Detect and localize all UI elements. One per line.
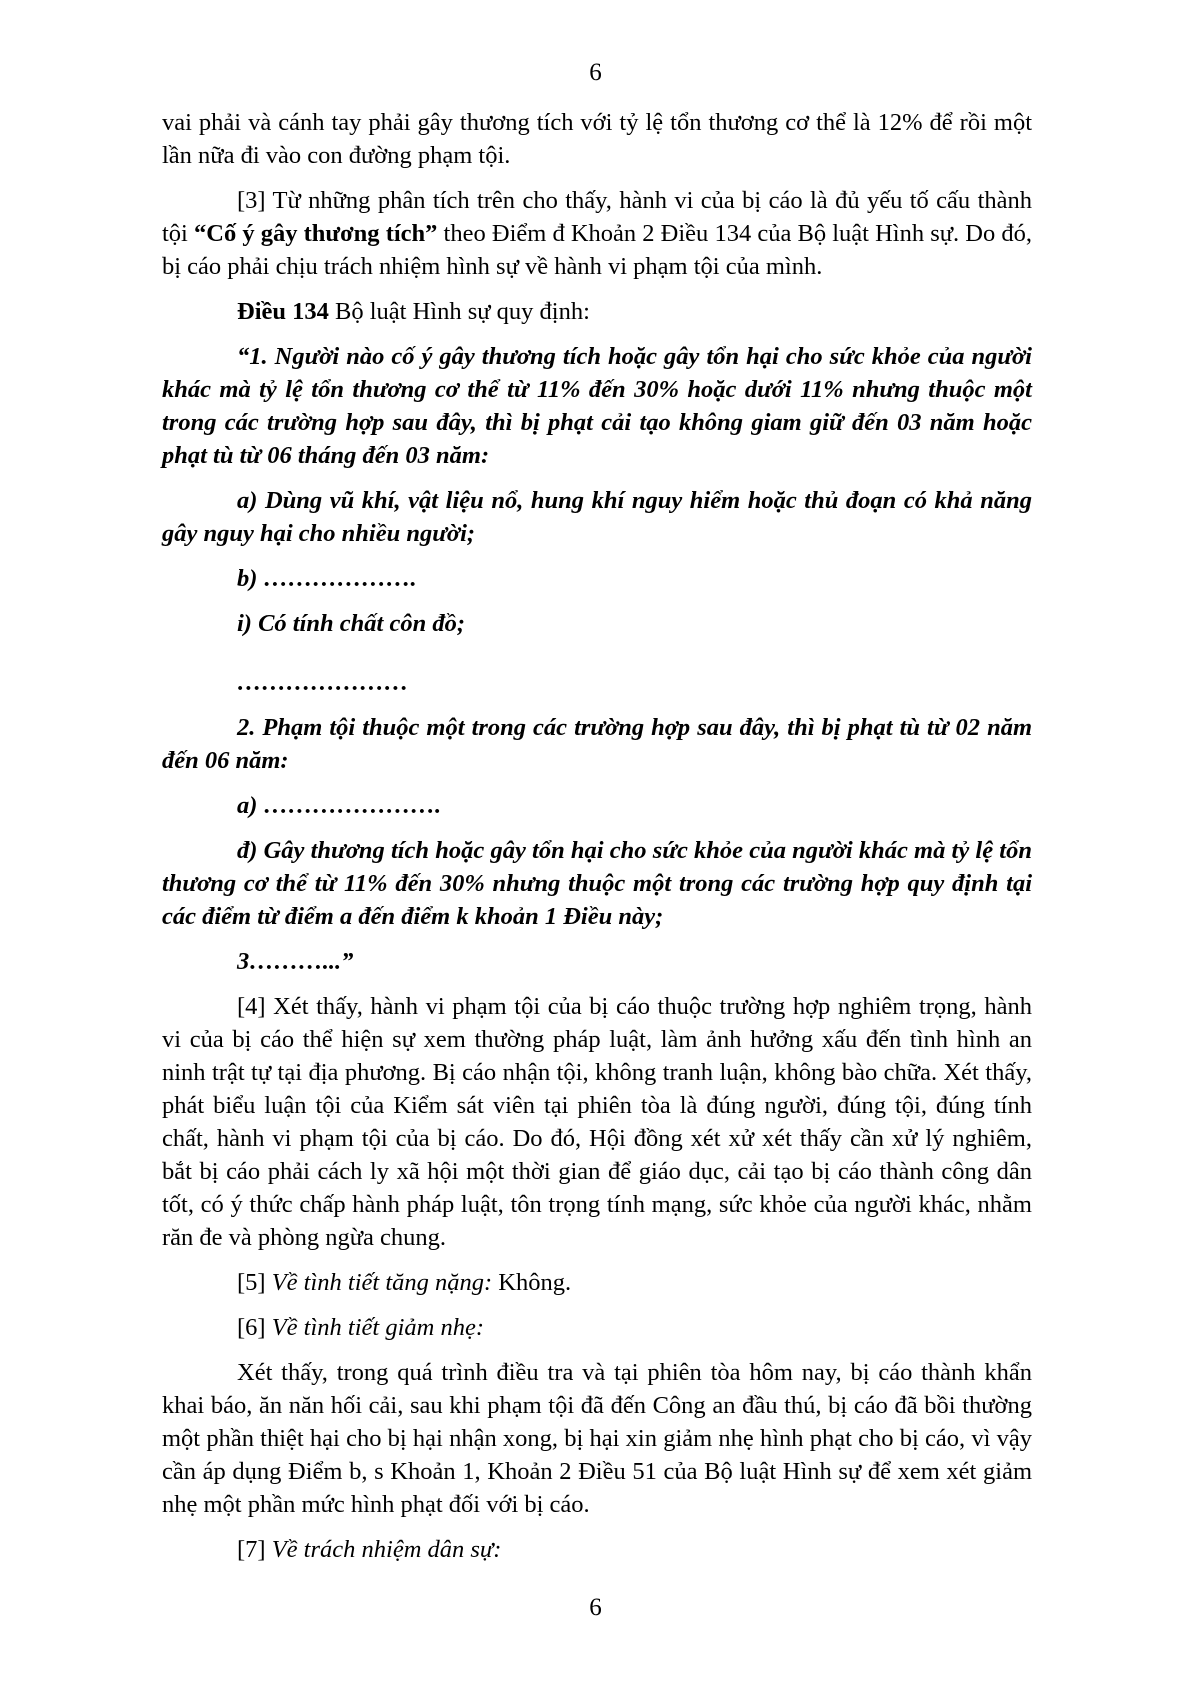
paragraph-5-number: [5] bbox=[237, 1269, 272, 1296]
quote-clause-2a: a) …………………. bbox=[237, 792, 442, 819]
paragraph-6 bbox=[162, 1311, 1032, 1344]
quote-clause-1b: b) ………………. bbox=[237, 565, 417, 592]
crime-name: “Cố ý gây thương tích” bbox=[194, 220, 438, 247]
paragraph-6-number: [6] bbox=[237, 1314, 272, 1341]
paragraph-3-text-before: [3] Từ những phân tích trên cho thấy, hành vi của bị cáo là đủ yếu tố cấu thành tội bbox=[162, 187, 1032, 247]
paragraph-4: [4] Xét thấy, hành vi phạm tội của bị cáo thuộc trường hợp nghiêm trọng, hành vi của bị cáo thể hiện sự xem thường pháp luật, làm ảnh hưởng xấu đến tình hình an ninh trật tự tại địa phương. Bị cáo nhận tội, không tranh luận, không bào chữa. Xét thấy, phát biểu luận tội của Kiểm sát viên tại phiên tòa là đúng người, đúng tội, đúng tính chất, hành vi phạm tội của bị cáo. Do đó, Hội đồng xét xử xét thấy cần xử lý nghiêm, bắt bị cáo phải cách ly xã hội một thời gian để giáo dục, cải tạo bị cáo thành công dân tốt, có ý thức chấp hành pháp luật, tôn trọng tính mạng, sức khỏe của người khác, nhằm răn đe và phòng ngừa chung. bbox=[162, 993, 1032, 1251]
quote-clause-3: 3………...” bbox=[237, 948, 354, 975]
paragraph-5-heading: Về tình tiết tăng nặng: bbox=[271, 1269, 493, 1296]
paragraph-3 bbox=[162, 184, 1032, 283]
page-number-top: 6 bbox=[589, 59, 602, 86]
quote-clause-2: 2. Phạm tội thuộc một trong các trường hợp sau đây, thì bị phạt tù từ 02 năm đến 06 năm: bbox=[162, 714, 1032, 774]
paragraph-6-body: Xét thấy, trong quá trình điều tra và tại phiên tòa hôm nay, bị cáo thành khẩn khai báo, ăn năn hối cải, sau khi phạm tội đã đến Công an đầu thú, bị cáo đã bồi thường một phần thiệt hại cho bị hại nhận xong, bị hại xin giảm nhẹ hình phạt cho bị cáo, vì vậy cần áp dụng Điểm b, s Khoản 1, Khoản 2 Điều 51 của Bộ luật Hình sự để xem xét giảm nhẹ một phần mức hình phạt đối với bị cáo. bbox=[162, 1359, 1032, 1518]
page-number-bottom: 6 bbox=[589, 1594, 602, 1621]
paragraph-5-value: Không. bbox=[492, 1269, 572, 1296]
paragraph-3-text-after: theo Điểm đ Khoản 2 Điều 134 của Bộ luật Hình sự. Do đó, bị cáo phải chịu trách nhiệm hình sự về hành vi phạm tội của mình. bbox=[162, 220, 1033, 280]
article-intro bbox=[162, 295, 1032, 328]
article-intro-text: Bộ luật Hình sự quy định: bbox=[328, 298, 590, 325]
paragraph-7 bbox=[162, 1533, 1032, 1566]
paragraph-6-heading: Về tình tiết giảm nhẹ: bbox=[271, 1314, 484, 1341]
paragraph-7-heading: Về trách nhiệm dân sự: bbox=[271, 1536, 502, 1563]
article-number: Điều 134 bbox=[237, 298, 329, 325]
document-body bbox=[162, 106, 1032, 1578]
paragraph-continuation: vai phải và cánh tay phải gây thương tích với tỷ lệ tổn thương cơ thể là 12% để rồi một lần nữa đi vào con đường phạm tội. bbox=[162, 109, 1032, 169]
quote-clause-2d: đ) Gây thương tích hoặc gây tổn hại cho sức khỏe của người khác mà tỷ lệ tổn thương cơ thể từ 11% đến 30% nhưng thuộc một trong các trường hợp quy định tại các điểm từ điểm a đến điểm k khoản 1 Điều này; bbox=[162, 837, 1032, 930]
quote-clause-1i: i) Có tính chất côn đồ; bbox=[237, 610, 466, 637]
paragraph-5 bbox=[162, 1266, 1032, 1299]
quote-clause-1: “1. Người nào cố ý gây thương tích hoặc gây tổn hại cho sức khỏe của người khác mà tỷ lệ tổn thương cơ thể từ 11% đến 30% hoặc dưới 11% nhưng thuộc một trong các trường hợp sau đây, thì bị phạt cải tạo không giam giữ đến 03 năm hoặc phạt tù từ 06 tháng đến 03 năm: bbox=[162, 343, 1032, 469]
paragraph-7-number: [7] bbox=[237, 1536, 272, 1563]
quote-clause-1a: a) Dùng vũ khí, vật liệu nổ, hung khí nguy hiểm hoặc thủ đoạn có khả năng gây nguy hại cho nhiều người; bbox=[162, 487, 1032, 547]
quote-ellipsis: ………………… bbox=[237, 669, 409, 696]
